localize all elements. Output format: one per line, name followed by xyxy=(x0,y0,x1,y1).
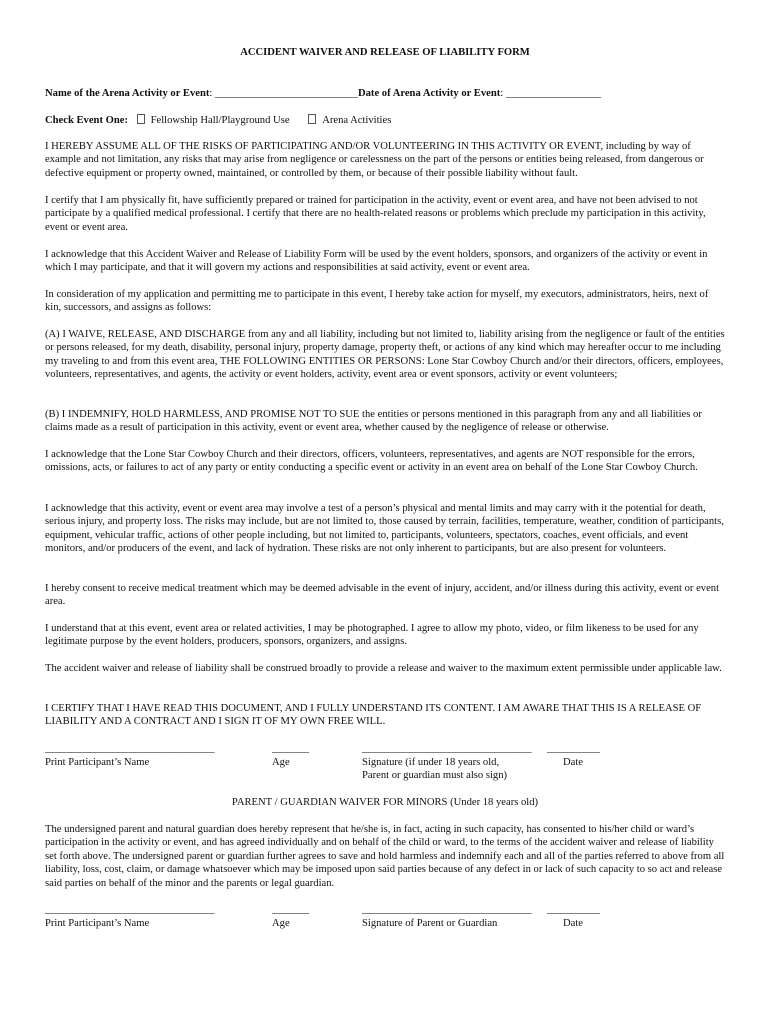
paragraph-indemnify: (B) I INDEMNIFY, HOLD HARMLESS, AND PROMISE NOT TO SUE the entities or persons mentioned in this paragraph from any and all liabilities or claims made as a result of participation in this activity, event or event area, whether caused by the negligence of release or otherwise. xyxy=(45,409,702,434)
paragraph-consideration: In consideration of my application and permitting me to participate in this event, I hereby take action for myself, my executors, administrators, heirs, next of kin, successors, and assigns as follows: xyxy=(45,289,709,314)
paragraph-risks: I acknowledge that this activity, event or event area may involve a test of a person’s physical and mental limits and may carry with it the potential for death, serious injury, and property loss. The risks may include, but are not limited to, those caused by terrain, facilities, temperature, weather, condition of participants, equipment, vehicular traffic, actions of other people including, but not limited to, participants, volunteers, spectators, coaches, event officials, and event monitors, and/or producers of the event, and lack of hydration. These risks are not only inherent to participants, but are also present for volunteers. xyxy=(45,503,724,555)
parent-date-label: Date xyxy=(563,918,583,929)
arena-checkbox[interactable] xyxy=(308,114,316,124)
event-date-field[interactable]: : __________________ xyxy=(500,88,602,99)
parent-age-label: Age xyxy=(272,918,290,929)
participant-name-line[interactable]: ________________________________ xyxy=(45,743,215,754)
check-event-label: Check Event One: xyxy=(45,115,128,126)
event-info-row xyxy=(45,87,601,100)
paragraph-construed-broadly: The accident waiver and release of liability shall be construed broadly to provide a release and waiver to the maximum extent permissible under applicable law. xyxy=(45,663,722,674)
parent-signature-line[interactable]: ________________________________ xyxy=(362,904,532,915)
event-name-label: Name of the Arena Activity or Event xyxy=(45,88,210,99)
paragraph-acknowledge-form-use: I acknowledge that this Accident Waiver and Release of Liability Form will be used by the event holders, sponsors, and organizers of the activity or event in which I may participate, and that it will govern my actions and responsibilities at said activity, event or event area. xyxy=(45,249,708,274)
paragraph-assume-risk: I HEREBY ASSUME ALL OF THE RISKS OF PARTICIPATING AND/OR VOLUNTEERING IN THIS ACTIVITY OR EVENT, including by way of example and not limitation, any risks that may arise from negligence or carelessness on the part of the persons or entities being released, from dangerous or defective equipment or property owned, maintained, or controlled by them, or because of their possible liability without fault. xyxy=(45,141,704,179)
parent-participant-name-line[interactable]: ________________________________ xyxy=(45,904,215,915)
fellowship-option-label: Fellowship Hall/Playground Use xyxy=(150,115,290,126)
arena-option-label: Arena Activities xyxy=(322,115,392,126)
paragraph-not-responsible: I acknowledge that the Lone Star Cowboy Church and their directors, officers, volunteers, representatives, and agents are NOT responsible for the errors, omissions, acts, or failures to act of any party or entity conducting a specific event or activity in an event area on behalf of the Lone Star Cowboy Church. xyxy=(45,449,698,474)
participant-date-line[interactable]: __________ xyxy=(547,743,600,754)
parent-date-line[interactable]: __________ xyxy=(547,904,600,915)
paragraph-parent-guardian: The undersigned parent and natural guardian does hereby represent that he/she is, in fact, acting in such capacity, has consented to his/her child or ward’s participation in the activity or event, and has agreed individually and on behalf of the child or ward, to the terms of the accident waiver and release of liability set forth above. The undersigned parent or guardian further agrees to save and hold harmless and indemnify each and all of the parties referred to above from all liability, loss, cost, claim, or damage whatsoever which may be imposed upon said parties because of any defect in or lack of such capacity to so act and release said parties on behalf of the minor and the parents or legal guardian. xyxy=(45,824,725,889)
participant-age-label: Age xyxy=(272,757,290,768)
paragraph-medical-consent: I hereby consent to receive medical treatment which may be deemed advisable in the event of injury, accident, and/or illness during this activity, event or event area. xyxy=(45,583,720,608)
participant-signature-label: Signature (if under 18 years old, xyxy=(362,757,500,768)
event-name-field[interactable]: : ___________________________ xyxy=(209,88,358,99)
parent-participant-name-label: Print Participant’s Name xyxy=(45,918,150,929)
participant-signature-line[interactable]: ________________________________ xyxy=(362,743,532,754)
participant-signature-note: Parent or guardian must also sign) xyxy=(362,770,508,781)
paragraph-physically-fit: I certify that I am physically fit, have sufficiently prepared or trained for participation in the activity, event or event area, and have not been advised to not participate by a qualified medical professional. I certify that there are no health-related reasons or problems which preclude my participation in this activity, event or event area. xyxy=(45,195,706,233)
fellowship-checkbox[interactable] xyxy=(137,114,145,124)
parent-age-line[interactable]: _______ xyxy=(272,904,310,915)
paragraph-certify: I CERTIFY THAT I HAVE READ THIS DOCUMENT, AND I FULLY UNDERSTAND ITS CONTENT. I AM AWARE THAT THIS IS A RELEASE OF LIABILITY AND A CONTRACT AND I SIGN IT OF MY OWN FREE WILL. xyxy=(45,703,702,728)
parent-signature-label: Signature of Parent or Guardian xyxy=(362,918,498,929)
participant-age-line[interactable]: _______ xyxy=(272,743,310,754)
paragraph-photograph: I understand that at this event, event area or related activities, I may be photographed. I agree to allow my photo, video, or film likeness to be used for any legitimate purpose by the event holders, producers, sponsors, organizers, and assigns. xyxy=(45,623,699,648)
participant-date-label: Date xyxy=(563,757,583,768)
form-title: ACCIDENT WAIVER AND RELEASE OF LIABILITY FORM xyxy=(240,47,530,58)
parent-guardian-heading: PARENT / GUARDIAN WAIVER FOR MINORS (Under 18 years old) xyxy=(231,797,539,808)
paragraph-waive-release: (A) I WAIVE, RELEASE, AND DISCHARGE from any and all liability, including but not limited to, liability arising from the negligence or fault of the entities or persons released, for my death, disability, personal injury, property damage, property theft, or actions of any kind which may hereafter occur to me including my traveling to and from this event area, THE FOLLOWING ENTITIES OR PERSONS: Lone Star Cowboy Church and/or their directors, officers, employees, volunteers, representatives, and agents, the activity or event holders, activity, event area or event sponsors, activity or event volunteers; xyxy=(45,329,725,381)
participant-name-label: Print Participant’s Name xyxy=(45,757,150,768)
event-date-label: Date of Arena Activity or Event xyxy=(357,88,501,99)
check-event-row xyxy=(45,114,391,127)
